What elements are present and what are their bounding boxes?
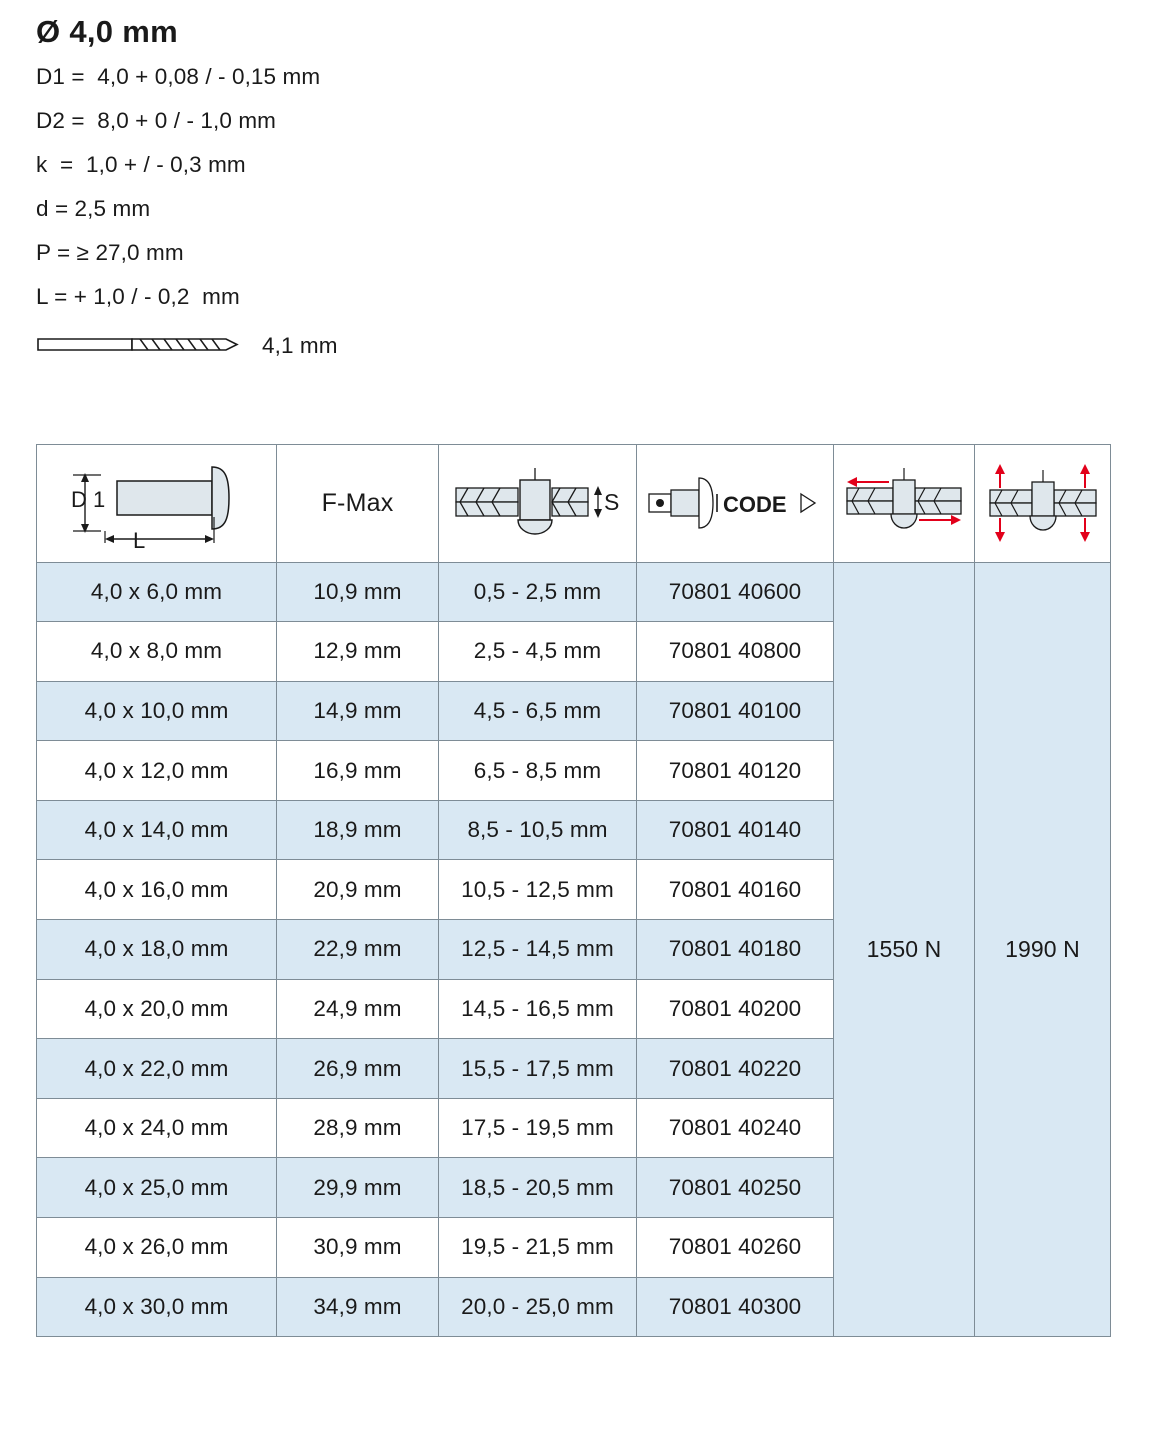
rivet-code-icon [637,468,833,538]
cell-fmax: 24,9 mm [277,979,439,1039]
cell-size: 4,0 x 20,0 mm [37,979,277,1039]
cell-grip: 15,5 - 17,5 mm [439,1039,637,1099]
header-tensile-strength [975,444,1111,562]
cell-code: 70801 40120 [637,741,834,801]
cell-fmax: 12,9 mm [277,622,439,682]
svg-text:L: L [132,528,145,553]
cell-size: 4,0 x 16,0 mm [37,860,277,920]
drill-size-row [36,331,1124,362]
cell-size: 4,0 x 12,0 mm [37,741,277,801]
cell-shear-strength: 1550 N [834,562,975,1337]
spec-d: d = 2,5 mm [36,196,151,221]
header-grip-range [439,444,637,562]
cell-code: 70801 40140 [637,800,834,860]
cell-grip: 20,0 - 25,0 mm [439,1277,637,1337]
code-label: CODE [722,492,787,517]
cell-size: 4,0 x 24,0 mm [37,1098,277,1158]
rivet-dimension-d1-l-icon [37,453,276,553]
drill-size-label: 4,1 mm [262,333,338,358]
cell-code: 70801 40180 [637,920,834,980]
cell-grip: 4,5 - 6,5 mm [439,681,637,741]
cell-size: 4,0 x 14,0 mm [37,800,277,860]
header-shear-strength [834,444,975,562]
cell-fmax: 34,9 mm [277,1277,439,1337]
cell-code: 70801 40600 [637,562,834,622]
cell-code: 70801 40100 [637,681,834,741]
cell-grip: 0,5 - 2,5 mm [439,562,637,622]
svg-text:D 1: D 1 [70,487,105,512]
cell-code: 70801 40300 [637,1277,834,1337]
cell-grip: 12,5 - 14,5 mm [439,920,637,980]
cell-size: 4,0 x 30,0 mm [37,1277,277,1337]
table-header-row [37,444,1111,562]
cell-code: 70801 40160 [637,860,834,920]
cell-grip: 19,5 - 21,5 mm [439,1218,637,1278]
table-body [37,562,1111,1337]
datasheet-page [0,14,1160,1337]
cell-grip: 8,5 - 10,5 mm [439,800,637,860]
cell-tensile-strength: 1990 N [975,562,1111,1337]
cell-grip: 14,5 - 16,5 mm [439,979,637,1039]
header-fmax [277,444,439,562]
spec-d2: D2 = 8,0 + 0 / - 1,0 mm [36,108,277,133]
header-code [637,444,834,562]
cell-code: 70801 40220 [637,1039,834,1099]
rivet-grip-range-s-icon [439,458,636,548]
cell-grip: 17,5 - 19,5 mm [439,1098,637,1158]
page-title: Ø 4,0 mm [36,14,178,49]
header-fmax-label: F-Max [321,488,394,517]
table-row [37,562,1111,622]
spec-d1: D1 = 4,0 + 0,08 / - 0,15 mm [36,64,321,89]
header-dimensions [37,444,277,562]
cell-grip: 10,5 - 12,5 mm [439,860,637,920]
tensile-strength-icon [975,458,1110,548]
cell-size: 4,0 x 18,0 mm [37,920,277,980]
cell-grip: 6,5 - 8,5 mm [439,741,637,801]
cell-size: 4,0 x 25,0 mm [37,1158,277,1218]
cell-grip: 18,5 - 20,5 mm [439,1158,637,1218]
cell-size: 4,0 x 6,0 mm [37,562,277,622]
grip-s-label: S [603,489,619,515]
cell-fmax: 22,9 mm [277,920,439,980]
cell-fmax: 29,9 mm [277,1158,439,1218]
cell-code: 70801 40260 [637,1218,834,1278]
rivet-specification-table [36,444,1111,1338]
cell-fmax: 30,9 mm [277,1218,439,1278]
cell-code: 70801 40240 [637,1098,834,1158]
cell-size: 4,0 x 8,0 mm [37,622,277,682]
cell-fmax: 18,9 mm [277,800,439,860]
drill-bit-icon [36,331,246,362]
cell-code: 70801 40800 [637,622,834,682]
cell-fmax: 20,9 mm [277,860,439,920]
cell-fmax: 16,9 mm [277,741,439,801]
cell-code: 70801 40250 [637,1158,834,1218]
cell-fmax: 26,9 mm [277,1039,439,1099]
shear-strength-icon [834,458,974,548]
cell-size: 4,0 x 22,0 mm [37,1039,277,1099]
cell-size: 4,0 x 26,0 mm [37,1218,277,1278]
cell-code: 70801 40200 [637,979,834,1039]
spec-l: L = + 1,0 / - 0,2 mm [36,284,240,309]
spec-k: k = 1,0 + / - 0,3 mm [36,152,246,177]
specification-list [36,66,1124,309]
spec-p: P = ≥ 27,0 mm [36,240,184,265]
cell-grip: 2,5 - 4,5 mm [439,622,637,682]
cell-fmax: 10,9 mm [277,562,439,622]
cell-fmax: 28,9 mm [277,1098,439,1158]
cell-size: 4,0 x 10,0 mm [37,681,277,741]
cell-fmax: 14,9 mm [277,681,439,741]
